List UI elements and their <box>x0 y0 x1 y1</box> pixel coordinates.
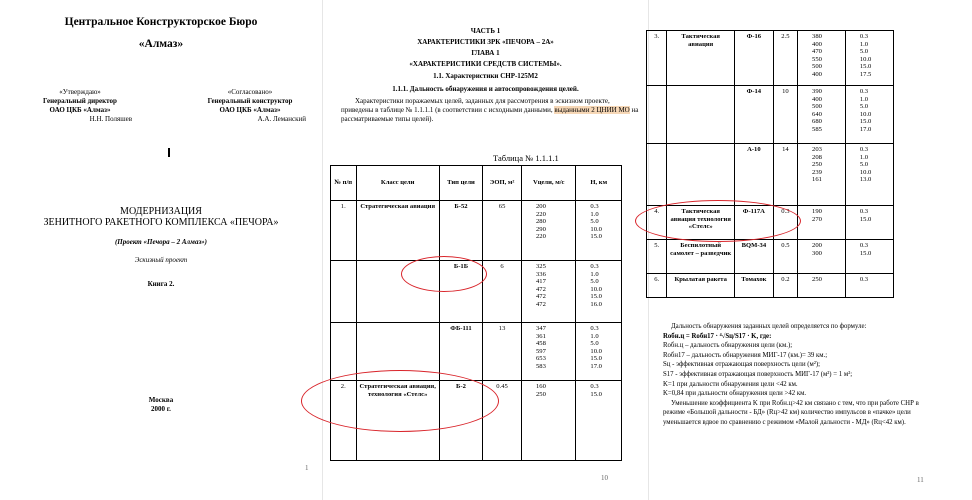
row-alt: 0.3 1.0 5.0 10.0 15.0 16.0 <box>576 261 622 323</box>
organization-name: Центральное Конструкторское Бюро <box>64 16 258 28</box>
table-row <box>331 201 622 261</box>
row-alt: 0.3 <box>845 274 893 298</box>
row-alt: 0.3 15.0 <box>845 206 893 240</box>
para-a: Характеристики поражаемых целей, заданных для рассмотрения в эскизном проекте, <box>355 97 610 105</box>
row-eop: 0.45 <box>483 381 522 461</box>
agree-role: Генеральный конструктор <box>207 97 293 105</box>
row-num: 5. <box>647 240 667 274</box>
project-name: (Проект «Печора – 2 Алмаз») <box>114 238 208 246</box>
row-speed: 347 361 458 597 653 583 <box>522 323 576 381</box>
formula-block <box>663 322 963 428</box>
row-type: Б-1Б <box>439 261 482 323</box>
row-num: 4. <box>647 206 667 240</box>
row-type: Томахок <box>734 274 773 298</box>
table-header-row <box>331 166 622 201</box>
row-num <box>647 144 667 206</box>
table-row <box>647 240 894 274</box>
row-type: Ф-14 <box>734 86 773 144</box>
para-c: на рассматриваемые типы целей). <box>341 106 639 123</box>
explanation-2: режиме «Большой дальности - БД» (Rц>42 км) количество импульсов в «пачке» цели <box>663 409 911 417</box>
year: 2000 г. <box>151 405 171 413</box>
chapter-heading: ГЛАВА 1 <box>471 49 500 57</box>
row-eop: 10 <box>773 86 797 144</box>
row-class <box>667 86 735 144</box>
row-alt: 0.3 1.0 5.0 10.0 13.0 <box>845 144 893 206</box>
row-class <box>667 144 735 206</box>
book-label: Книга 2. <box>147 280 175 288</box>
page-number-3: 11 <box>917 476 924 484</box>
row-speed: 160 250 <box>522 381 576 461</box>
formula-def-4: S17 - эффективная отражающая поверхность МИГ-17 (м²) = 1 м²; <box>663 370 853 378</box>
row-type: BQM-34 <box>734 240 773 274</box>
annotation-ellipse-f117 <box>635 200 801 242</box>
targets-table-continued <box>646 30 894 298</box>
approval-block <box>20 88 140 124</box>
subsection-heading: 1.1.1. Дальность обнаружения и автосопровождения целей. <box>392 85 579 93</box>
row-speed: 203 208 250 239 161 <box>798 144 846 206</box>
explanation-3: уменьшается вдвое по сравнению с режимом «Малой дальности - МД» (Rц<42 км). <box>663 418 906 426</box>
agree-label: «Согласовано» <box>227 88 273 96</box>
row-class: Крылатая ракета <box>667 274 735 298</box>
col-header-speed: Vцели, м/с <box>522 166 576 201</box>
intro-paragraph <box>341 97 641 124</box>
part-title: ХАРАКТЕРИСТИКИ ЗРК «ПЕЧОРА – 2А» <box>417 38 554 46</box>
row-class: Стратегическая авиация <box>356 201 439 261</box>
organization-name-2: «Алмаз» <box>138 38 184 50</box>
formula-intro: Дальность обнаружения заданных целей определяется по формуле: <box>671 323 867 330</box>
row-eop: 0.5 <box>773 240 797 274</box>
table-caption: Таблица № 1.1.1.1 <box>493 153 559 163</box>
row-num <box>331 323 357 381</box>
highlighted-text: выданными 2 ЦНИИ МО <box>554 106 630 114</box>
part-heading: ЧАСТЬ 1 <box>470 27 501 35</box>
approve-label: «Утверждаю» <box>59 88 101 96</box>
row-speed: 380 400 470 550 500 400 <box>798 31 846 86</box>
chapter-title: «ХАРАКТЕРИСТИКИ СРЕДСТВ СИСТЕМЫ». <box>409 60 562 68</box>
row-num <box>331 261 357 323</box>
row-alt: 0.3 1.0 5.0 10.0 15.0 17.5 <box>845 31 893 86</box>
row-type: Б-2 <box>439 381 482 461</box>
page-2 <box>323 0 648 500</box>
formula-def-6: K=0,84 при дальности обнаружения цели >42 км. <box>663 390 807 398</box>
text-cursor <box>168 148 170 157</box>
row-alt: 0.3 15.0 <box>576 381 622 461</box>
row-class: Стратегическая авиация, технология «Стелс» <box>356 381 439 461</box>
row-class: Тактическая авиация <box>667 31 735 86</box>
formula-main: Rобн.ц = Rобн17 · ⁴√Sц/S17 · K, где: <box>663 332 772 340</box>
row-type: Ф-117А <box>734 206 773 240</box>
formula-def-3: Sц - эффективная отражающая поверхность цели (м²); <box>663 361 821 369</box>
col-header-alt: Н, км <box>576 166 622 201</box>
col-header-eop: ЭОП, м² <box>483 166 522 201</box>
page-3 <box>649 0 972 500</box>
row-num <box>647 86 667 144</box>
row-alt: 0.3 15.0 <box>845 240 893 274</box>
row-eop: 2.5 <box>773 31 797 86</box>
page-1 <box>0 0 322 500</box>
row-type: Б-52 <box>439 201 482 261</box>
row-num: 6. <box>647 274 667 298</box>
page-number-1: 1 <box>305 464 309 472</box>
col-header-type: Тип цели <box>439 166 482 201</box>
approve-company: ОАО ЦКБ «Алмаз» <box>49 106 111 114</box>
row-speed: 390 400 500 640 680 585 <box>798 86 846 144</box>
annotation-ellipse-b1b <box>401 256 487 292</box>
page-number-2: 10 <box>601 474 608 482</box>
city: Москва <box>148 396 174 404</box>
approve-name: Н.Н. Поляшев <box>89 115 132 123</box>
row-type: А-10 <box>734 144 773 206</box>
row-eop: 13 <box>483 323 522 381</box>
title-line-1: МОДЕРНИЗАЦИЯ <box>120 206 202 217</box>
draft-label: Эскизный проект <box>134 256 188 264</box>
formula-def-1: Rобн.ц – дальность обнаружения цели (км.); <box>663 342 793 350</box>
formula-def-5: K=1 при дальности обнаружения цели <42 км. <box>663 380 798 388</box>
row-eop: 65 <box>483 201 522 261</box>
row-type: Ф-16 <box>734 31 773 86</box>
row-class: Тактическая авиация технология «Стелс» <box>667 206 735 240</box>
row-speed: 325 336 417 472 472 472 <box>522 261 576 323</box>
row-class: Беспилотный самолет – разведчик <box>667 240 735 274</box>
agree-name: А.А. Леманский <box>257 115 306 123</box>
row-eop: 6 <box>483 261 522 323</box>
approve-role: Генеральный директор <box>43 97 117 105</box>
document-title <box>0 206 322 228</box>
row-speed: 200 220 280 290 220 <box>522 201 576 261</box>
row-alt: 0.3 1.0 5.0 10.0 15.0 <box>576 201 622 261</box>
agreement-block <box>190 88 310 124</box>
formula-def-2: Rобн17 – дальность обнаружения МИГ-17 (км.)= 39 км.; <box>663 351 828 359</box>
row-alt: 0.3 1.0 5.0 10.0 15.0 17.0 <box>576 323 622 381</box>
table-row <box>647 86 894 144</box>
col-header-num: № п/п <box>331 166 357 201</box>
explanation-1: Уменьшение коэффициента K при Rобн.ц>42 км связано с тем, что при работе СНР в <box>671 399 919 407</box>
annotation-ellipse-stealth <box>301 370 499 432</box>
row-num: 3. <box>647 31 667 86</box>
row-eop: 0.2 <box>773 274 797 298</box>
row-eop: 14 <box>773 144 797 206</box>
row-num: 2. <box>331 381 357 461</box>
row-eop: 0.3 <box>773 206 797 240</box>
col-header-class: Класс цели <box>356 166 439 201</box>
row-speed: 200 300 <box>798 240 846 274</box>
row-speed: 250 <box>798 274 846 298</box>
row-alt: 0.3 1.0 5.0 10.0 15.0 17.0 <box>845 86 893 144</box>
table-row <box>647 31 894 86</box>
title-line-2: ЗЕНИТНОГО РАКЕТНОГО КОМПЛЕКСА «ПЕЧОРА» <box>43 217 279 228</box>
row-type: ФБ-111 <box>439 323 482 381</box>
table-row <box>647 274 894 298</box>
row-num: 1. <box>331 201 357 261</box>
agree-company: ОАО ЦКБ «Алмаз» <box>219 106 281 114</box>
row-speed: 190 270 <box>798 206 846 240</box>
para-b: приведены в таблице № 1.1.1.1 (в соответствии с исходными данными, <box>341 106 555 114</box>
table-row <box>647 144 894 206</box>
section-heading: 1.1. Характеристики СНР-125М2 <box>433 72 538 80</box>
